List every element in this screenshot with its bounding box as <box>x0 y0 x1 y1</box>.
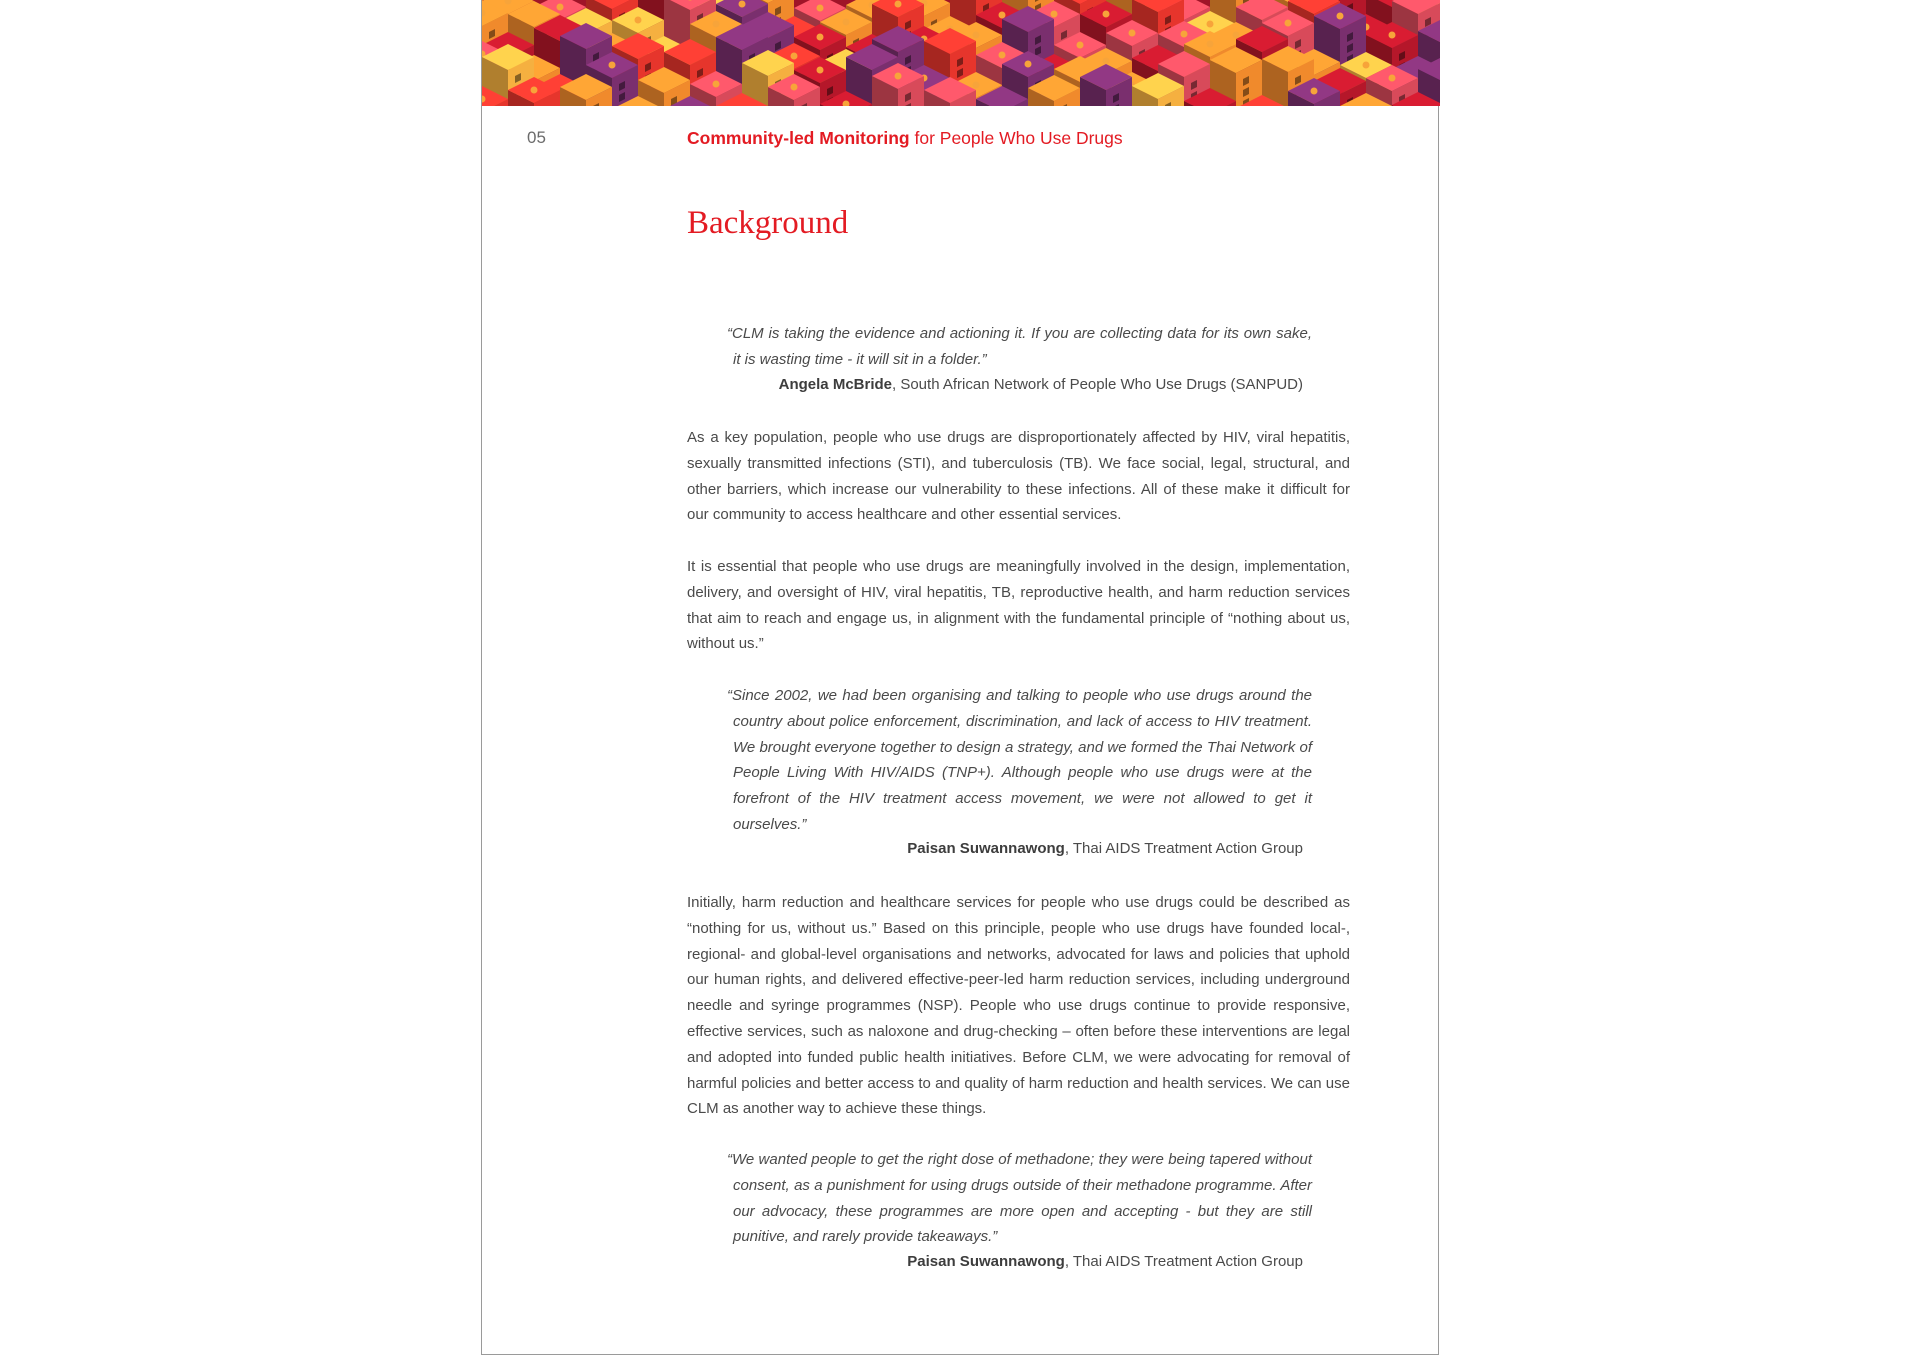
section-title: Background <box>687 205 849 241</box>
quote-attribution <box>907 1253 1303 1270</box>
quote-attribution <box>779 376 1303 393</box>
quote-attribution <box>907 840 1303 857</box>
city-pattern-banner <box>482 0 1440 106</box>
quote-text: “We wanted people to get the right dose of methadone; they were being tapered without consent, as a punishment for using drugs outside of their methadone programme. After our advocacy, these programmes are more open and accepting - but they are still punitive, and rarely provide takeaways.” <box>727 1151 1312 1246</box>
quote-organisation: , Thai AIDS Treatment Action Group <box>1064 840 1303 857</box>
body-paragraph: As a key population, people who use drugs are disproportionately affected by HIV, viral hepatitis, sexually transmitted infections (STI), and tuberculosis (TB). We face social, legal, structural, and other barriers, which increase our vulnerability to these infections. All of these make it difficult for our community to access healthcare and other essential services. <box>687 429 1350 524</box>
body-paragraph: It is essential that people who use drugs are meaningfully involved in the design, implementation, delivery, and oversight of HIV, viral hepatitis, TB, reproductive health, and harm reduction services that aim to reach and engage us, in alignment with the fundamental principle of “nothing about us, without us.” <box>687 558 1350 653</box>
running-head <box>687 128 1123 149</box>
running-head-rest: for People Who Use Drugs <box>909 128 1123 148</box>
document-page <box>481 0 1439 1355</box>
city-pattern-illustration <box>482 0 1440 106</box>
page-number: 05 <box>527 128 546 147</box>
quote-organisation: , Thai AIDS Treatment Action Group <box>1064 1253 1303 1270</box>
running-head-bold: Community-led Monitoring <box>687 128 910 148</box>
body-paragraph: Initially, harm reduction and healthcare services for people who use drugs could be described as “nothing for us, without us.” Based on this principle, people who use drugs have founded local-, regional- and global-level organisations and networks, advocated for laws and policies that uphold our human rights, and delivered effective-peer-led harm reduction services, including underground needle and syringe programmes (NSP). People who use drugs continue to provide responsive, effective services, such as naloxone and drug-checking – often before these interventions are legal and adopted into funded public health initiatives. Before CLM, we were advocating for removal of harmful policies and better access to and quality of harm reduction and health services. We can use CLM as another way to achieve these things. <box>687 894 1350 1118</box>
quote-text: “CLM is taking the evidence and actioning it. If you are collecting data for its own sake, it is wasting time - it will sit in a folder.” <box>727 325 1312 368</box>
quote-author: Paisan Suwannawong <box>907 1253 1065 1270</box>
quote-text: “Since 2002, we had been organising and talking to people who use drugs around the country about police enforcement, discrimination, and lack of access to HIV treatment. We brought everyone together to design a strategy, and we formed the Thai Network of People Living With HIV/AIDS (TNP+). Although people who use drugs were at the forefront of the HIV treatment access movement, we were not allowed to get it ourselves.” <box>727 687 1312 833</box>
quote-author: Angela McBride <box>778 376 892 393</box>
quote-author: Paisan Suwannawong <box>907 840 1065 857</box>
quote-organisation: , South African Network of People Who Use Drugs (SANPUD) <box>892 376 1303 393</box>
